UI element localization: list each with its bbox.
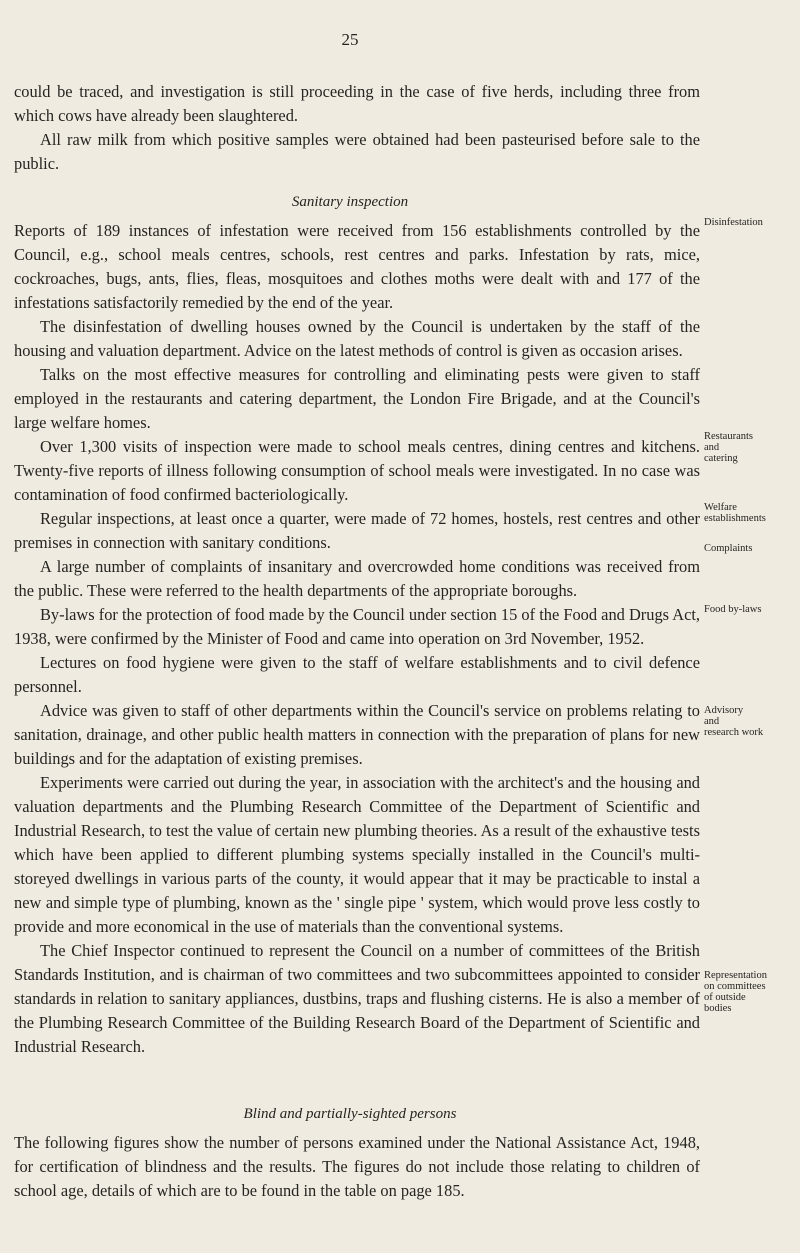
section-heading-sanitary: Sanitary inspection <box>291 194 409 210</box>
paragraph: Talks on the most effective measures for controlling and eliminating pests were given to staff employed in the restaurants and catering department, the London Fire Brigade, and at the Council's large welfare homes. <box>14 365 700 432</box>
paragraph: Lectures on food hygiene were given to the staff of welfare establishments and to civil defence personnel. <box>14 653 700 696</box>
paragraph: Regular inspections, at least once a quarter, were made of 72 homes, hostels, rest centres and other premises in connection with sanitary conditions. <box>14 509 700 552</box>
intro-text <box>14 80 700 176</box>
paragraph: A large number of complaints of insanitary and overcrowded home conditions was received from the public. These were referred to the health departments of the appropriate boroughs. <box>14 557 700 600</box>
margin-note-restaurants: Restaurants and catering <box>704 431 753 464</box>
margin-note-advisory: Advisory and research work <box>704 705 764 738</box>
paragraph: The Chief Inspector continued to represent the Council on a number of committees of the British Standards Institution, and is chairman of two committees and two subcommittees appointed to consider standards in relation to sanitary appliances, dustbins, traps and flushing cisterns. He is also a member of the Plumbing Research Committee of the Building Research Board of the Department of Scientific and Industrial Research. <box>14 941 700 1056</box>
paragraph: By-laws for the protection of food made by the Council under section 15 of the Food and Drugs Act, 1938, were confirmed by the Minister of Food and came into operation on 3rd November, 1952. <box>14 605 700 648</box>
paragraph: The disinfestation of dwelling houses owned by the Council is undertaken by the staff of the housing and valuation department. Advice on the latest methods of control is given as occasion arises. <box>14 317 700 360</box>
blind-section-text <box>14 1131 700 1203</box>
paragraph: Experiments were carried out during the year, in association with the architect's and the housing and valuation departments and the Plumbing Research Committee of the Department of Scientific and Industrial Research, to test the value of certain new plumbing theories. As a result of the exhaustive tests which have been applied to different plumbing systems specially installed in the Council's multi-storeyed dwellings in various parts of the county, it would appear that it may be practicable to instal a new and simple type of plumbing, known as the ' single pipe ' system, which would prove less costly to provide and more economical in the use of materials than the conventional systems. <box>14 773 700 936</box>
margin-note-disinfestation: Disinfestation <box>704 217 763 228</box>
section-heading-blind: Blind and partially-sighted persons <box>243 1106 457 1122</box>
margin-note-welfare: Welfare establishments <box>704 502 766 524</box>
margin-note-complaints: Complaints <box>704 543 753 554</box>
margin-note-representation: Representation on committees of outside bodies <box>704 970 767 1014</box>
paragraph: Advice was given to staff of other departments within the Council's service on problems relating to sanitation, drainage, and other public health matters in connection with the preparation of plans for new buildings and for the adaptation of existing premises. <box>14 701 700 768</box>
paragraph: Reports of 189 instances of infestation were received from 156 establishments controlled by the Council, e.g., school meals centres, schools, rest centres and parks. Infestation by rats, mice, cockroaches, bugs, ants, flies, fleas, mosquitoes and clothes moths were dealt with and 177 of the infestations satisfactorily remedied by the end of the year. <box>14 221 700 312</box>
paragraph: All raw milk from which positive samples were obtained had been pasteurised before sale to the public. <box>14 130 700 173</box>
page-number: 25 <box>341 30 359 49</box>
paragraph: Over 1,300 visits of inspection were made to school meals centres, dining centres and kitchens. Twenty-five reports of illness following consumption of school meals were investigated. In no case was contamination of food confirmed bacteriologically. <box>14 437 700 504</box>
sanitary-section-text <box>14 219 700 1059</box>
paragraph: The following figures show the number of persons examined under the National Assistance Act, 1948, for certification of blindness and the results. The figures do not include those relating to children of school age, details of which are to be found in the table on page 185. <box>14 1133 700 1200</box>
margin-note-food-bylaws: Food by-laws <box>704 604 762 615</box>
paragraph: could be traced, and investigation is still proceeding in the case of five herds, including three from which cows have already been slaughtered. <box>14 82 700 125</box>
